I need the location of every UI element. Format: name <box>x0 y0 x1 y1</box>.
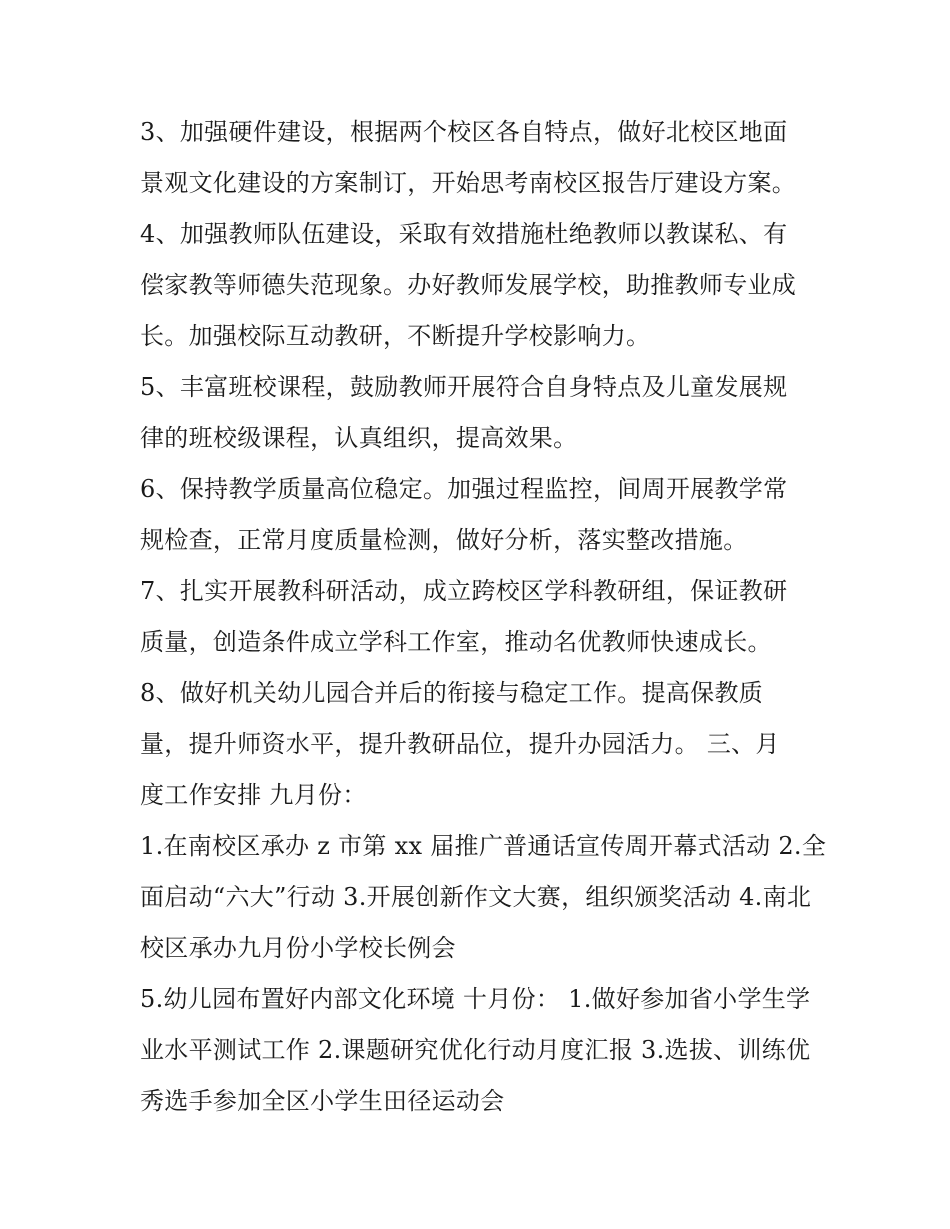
text-line: 1.在南校区承办 z 市第 xx 届推广普通话宣传周开幕式活动 2.全 <box>140 832 827 860</box>
paragraph-item-6 <box>140 464 820 566</box>
text-line: 5.幼儿园布置好内部文化环境 十月份： 1.做好参加省小学生学 <box>140 985 811 1013</box>
text-line: 秀选手参加全区小学生田径运动会 <box>140 1087 505 1115</box>
text-line: 质量，创造条件成立学科工作室，推动名优教师快速成长。 <box>140 628 772 656</box>
text-line: 6、保持教学质量高位稳定。加强过程监控，间周开展教学常 <box>140 475 788 503</box>
text-line: 长。加强校际互动教研，不断提升学校影响力。 <box>140 322 651 350</box>
text-line: 7、扎实开展教科研活动，成立跨校区学科教研组，保证教研 <box>140 577 788 605</box>
paragraph-september-plan <box>140 821 827 974</box>
text-line: 量，提升师资水平，提升教研品位，提升办园活力。 三、月 <box>140 730 780 758</box>
document-body <box>140 107 827 1127</box>
paragraph-item-3 <box>140 107 820 209</box>
paragraph-item-4 <box>140 209 820 362</box>
text-line: 面启动“六大”行动 3.开展创新作文大赛，组织颁奖活动 4.南北 <box>140 883 812 911</box>
paragraph-item-5 <box>140 362 820 464</box>
text-line: 业水平测试工作 2.课题研究优化行动月度汇报 3.选拔、训练优 <box>140 1036 811 1064</box>
text-line: 景观文化建设的方案制订，开始思考南校区报告厅建设方案。 <box>140 169 797 197</box>
paragraph-item-7 <box>140 566 820 668</box>
text-line: 规检查，正常月度质量检测，做好分析，落实整改措施。 <box>140 526 748 554</box>
text-line: 4、加强教师队伍建设，采取有效措施杜绝教师以教谋私、有 <box>140 220 788 248</box>
text-line: 律的班校级课程，认真组织，提高效果。 <box>140 424 578 452</box>
text-line: 度工作安排 九月份： <box>140 781 367 809</box>
text-line: 偿家教等师德失范现象。办好教师发展学校，助推教师专业成 <box>140 271 797 299</box>
text-line: 8、做好机关幼儿园合并后的衔接与稳定工作。提高保教质 <box>140 679 764 707</box>
text-line: 5、丰富班校课程，鼓励教师开展符合自身特点及儿童发展规 <box>140 373 788 401</box>
paragraph-item-8 <box>140 668 820 821</box>
text-line: 3、加强硬件建设，根据两个校区各自特点，做好北校区地面 <box>140 118 788 146</box>
text-line: 校区承办九月份小学校长例会 <box>140 934 456 962</box>
paragraph-october-plan <box>140 974 820 1127</box>
